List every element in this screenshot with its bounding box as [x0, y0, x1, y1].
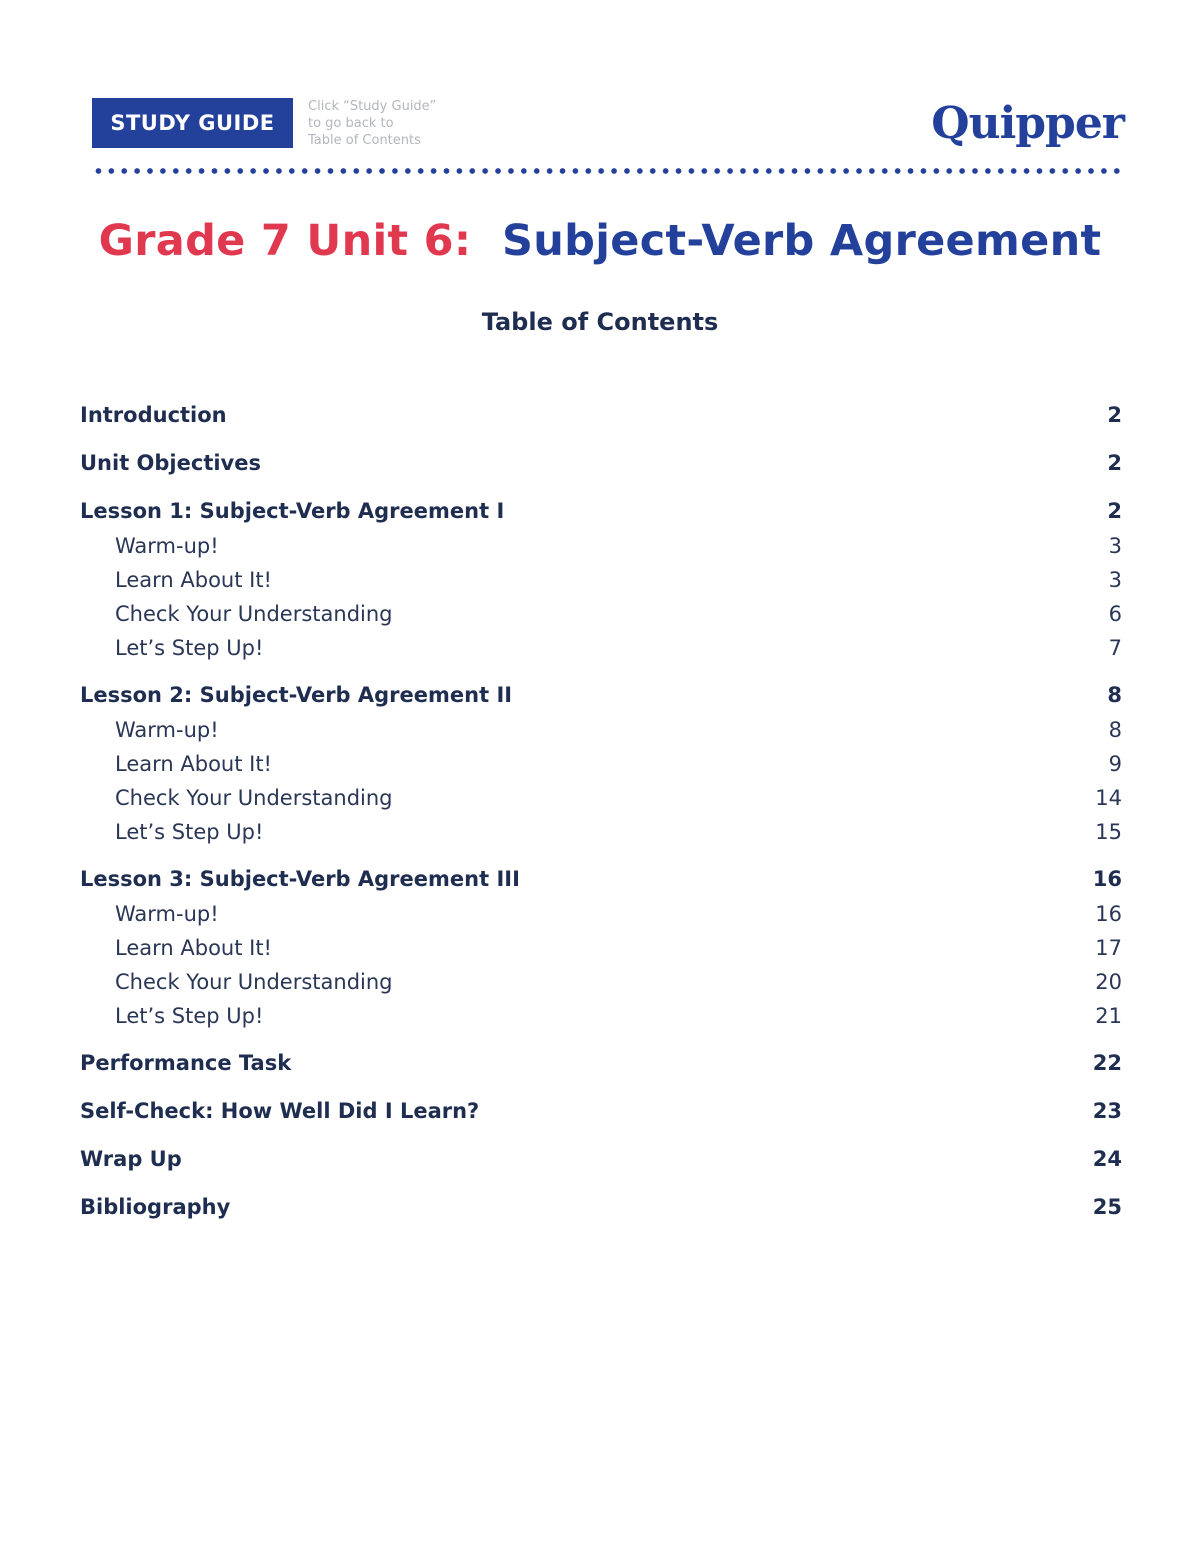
quipper-logo: Quipper	[931, 98, 1124, 149]
table-of-contents	[80, 397, 1122, 1225]
toc-subentry[interactable]	[80, 563, 1122, 597]
toc-subentry[interactable]	[80, 631, 1122, 665]
toc-entry-page: 3	[1108, 568, 1122, 592]
toc-entry-page: 22	[1092, 1051, 1122, 1075]
toc-entry-label: Warm-up!	[115, 718, 219, 742]
toc-heading: Table of Contents	[481, 308, 719, 336]
toc-entry-page: 2	[1107, 499, 1122, 523]
toc-entry[interactable]	[80, 1189, 1122, 1225]
toc-entry-label: Self-Check: How Well Did I Learn?	[80, 1099, 480, 1123]
toc-entry[interactable]	[80, 861, 1122, 897]
toc-subentry[interactable]	[80, 815, 1122, 849]
study-guide-hint	[308, 98, 436, 149]
toc-entry-label: Performance Task	[80, 1051, 292, 1075]
toc-entry-page: 14	[1095, 786, 1122, 810]
toc-entry-page: 7	[1108, 636, 1122, 660]
toc-entry-page: 8	[1107, 683, 1122, 707]
toc-entry[interactable]	[80, 397, 1122, 433]
toc-entry-label: Check Your Understanding	[115, 970, 393, 994]
toc-entry-label: Learn About It!	[115, 936, 272, 960]
toc-entry-label: Check Your Understanding	[115, 602, 393, 626]
toc-entry[interactable]	[80, 493, 1122, 529]
toc-entry-page: 6	[1108, 602, 1122, 626]
hint-line: Click “Study Guide”	[308, 99, 437, 114]
toc-entry-label: Lesson 3: Subject-Verb Agreement III	[80, 867, 520, 891]
toc-entry-page: 2	[1107, 403, 1122, 427]
toc-entry-page: 16	[1095, 902, 1122, 926]
toc-entry-label: Learn About It!	[115, 752, 272, 776]
page-header	[92, 98, 1124, 150]
hint-line: Table of Contents	[308, 133, 421, 148]
toc-entry[interactable]	[80, 445, 1122, 481]
toc-entry-page: 15	[1095, 820, 1122, 844]
toc-subentry[interactable]	[80, 713, 1122, 747]
toc-entry-label: Learn About It!	[115, 568, 272, 592]
toc-subentry[interactable]	[80, 897, 1122, 931]
toc-entry-label: Introduction	[80, 403, 227, 427]
toc-entry-label: Unit Objectives	[80, 451, 261, 475]
toc-entry-page: 16	[1092, 867, 1122, 891]
toc-entry[interactable]	[80, 1141, 1122, 1177]
hint-line: to go back to	[308, 116, 394, 131]
toc-entry-label: Wrap Up	[80, 1147, 182, 1171]
study-guide-button[interactable]: STUDY GUIDE	[92, 98, 293, 148]
dotted-divider	[92, 168, 1124, 174]
toc-subentry[interactable]	[80, 999, 1122, 1033]
toc-subentry[interactable]	[80, 965, 1122, 999]
toc-entry-page: 21	[1095, 1004, 1122, 1028]
toc-entry-page: 17	[1095, 936, 1122, 960]
toc-entry-page: 24	[1092, 1147, 1122, 1171]
toc-subentry[interactable]	[80, 931, 1122, 965]
toc-entry-label: Bibliography	[80, 1195, 231, 1219]
toc-entry-page: 23	[1092, 1099, 1122, 1123]
page-title	[0, 212, 1200, 270]
toc-entry[interactable]	[80, 1045, 1122, 1081]
toc-entry-page: 9	[1108, 752, 1122, 776]
toc-entry-page: 2	[1107, 451, 1122, 475]
toc-entry-label: Lesson 2: Subject-Verb Agreement II	[80, 683, 513, 707]
toc-subentry[interactable]	[80, 529, 1122, 563]
toc-entry-page: 8	[1108, 718, 1122, 742]
toc-entry-label: Check Your Understanding	[115, 786, 393, 810]
title-prefix: Grade 7 Unit 6:	[98, 216, 472, 266]
toc-entry-page: 25	[1092, 1195, 1122, 1219]
toc-subentry[interactable]	[80, 747, 1122, 781]
toc-entry-label: Let’s Step Up!	[115, 636, 264, 660]
title-main: Subject-Verb Agreement	[501, 216, 1102, 266]
toc-subentry[interactable]	[80, 597, 1122, 631]
toc-entry-page: 20	[1095, 970, 1122, 994]
toc-entry-label: Warm-up!	[115, 534, 219, 558]
toc-entry-label: Let’s Step Up!	[115, 820, 264, 844]
toc-subentry[interactable]	[80, 781, 1122, 815]
toc-entry[interactable]	[80, 1093, 1122, 1129]
toc-entry-label: Lesson 1: Subject-Verb Agreement I	[80, 499, 505, 523]
toc-entry[interactable]	[80, 677, 1122, 713]
toc-entry-label: Let’s Step Up!	[115, 1004, 264, 1028]
toc-entry-page: 3	[1108, 534, 1122, 558]
toc-entry-label: Warm-up!	[115, 902, 219, 926]
